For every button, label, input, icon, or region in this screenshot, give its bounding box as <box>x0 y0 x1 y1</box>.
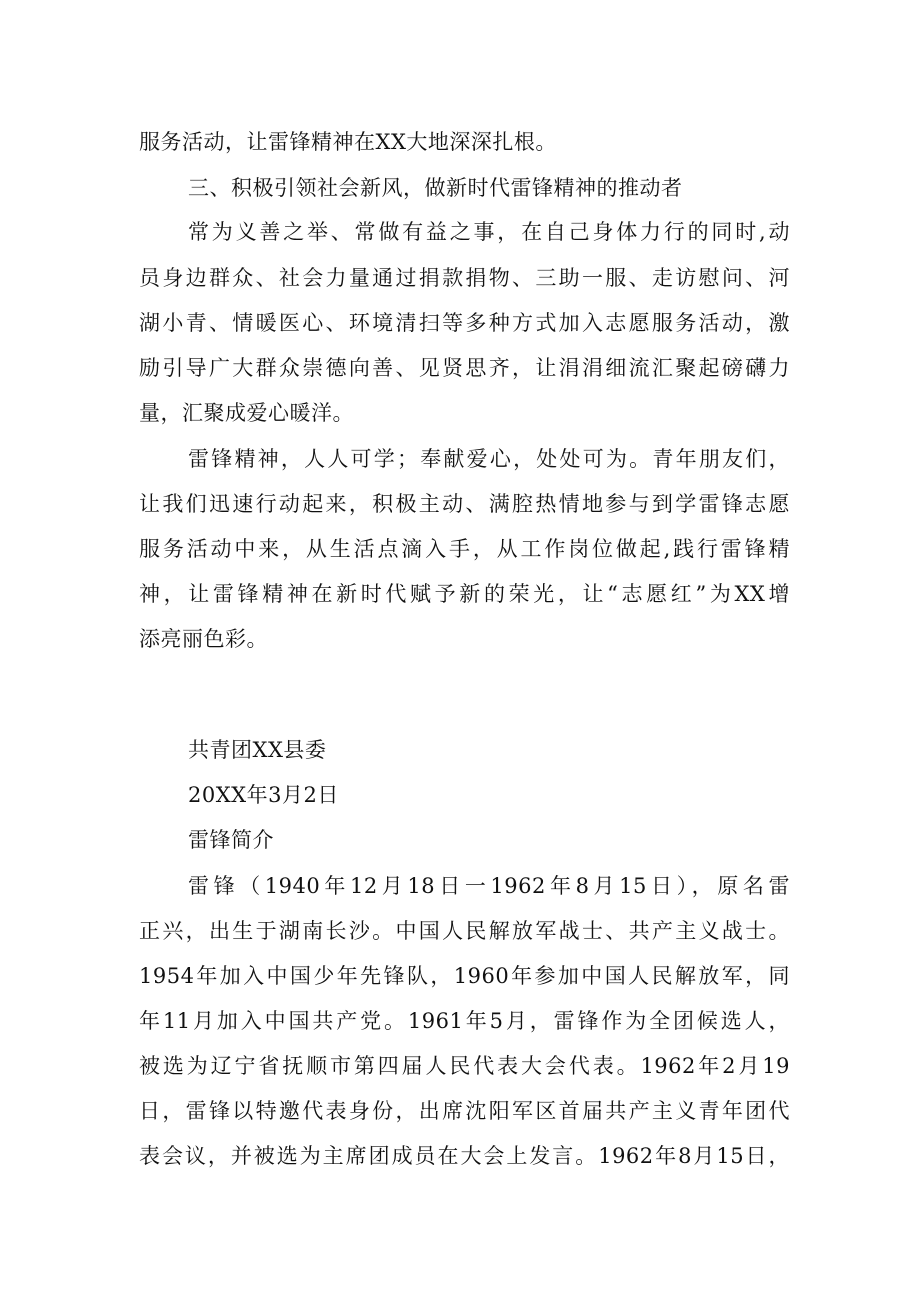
paragraph-line: 让我们迅速行动起来，积极主动、满腔热情地参与到学雷锋志愿 <box>139 492 790 516</box>
signature-org: 共青团XX县委 <box>188 738 327 762</box>
paragraph-line: 雷锋（1940年12月18日一1962年8月15日），原名雷 <box>188 874 790 898</box>
paragraph-line: 常为义善之举、常做有益之事，在自己身体力行的同时,动 <box>188 220 790 244</box>
paragraph-line: 量，汇聚成爱心暖洋。 <box>139 401 354 425</box>
paragraph-line: 正兴，出生于湖南长沙。中国人民解放军战士、共产主义战士。 <box>139 919 790 943</box>
paragraph-line: 被选为辽宁省抚顺市第四届人民代表大会代表。1962年2月19 <box>139 1054 790 1078</box>
paragraph-line: 员身边群众、社会力量通过捐款捐物、三助一服、走访慰问、河 <box>139 266 790 290</box>
section-heading: 三、积极引领社会新风，做新时代雷锋精神的推动者 <box>188 176 683 200</box>
paragraph-line: 表会议，并被选为主席团成员在大会上发言。1962年8月15日， <box>139 1144 790 1168</box>
section-title: 雷锋简介 <box>188 828 274 852</box>
paragraph-line: 1954年加入中国少年先锋队，1960年参加中国人民解放军，同 <box>139 964 790 988</box>
paragraph-line: 服务活动，让雷锋精神在XX大地深深扎根。 <box>139 130 557 154</box>
paragraph-line: 添亮丽色彩。 <box>139 627 268 651</box>
paragraph-line: 神，让雷锋精神在新时代赋予新的荣光，让“志愿红”为XX增 <box>139 582 790 606</box>
signature-date: 20XX年3月2日 <box>188 783 339 807</box>
paragraph-line: 湖小青、情暖医心、环境清扫等多种方式加入志愿服务活动，激 <box>139 311 790 335</box>
paragraph-line: 年11月加入中国共产党。1961年5月，雷锋作为全团候选人， <box>139 1009 790 1033</box>
paragraph-line: 服务活动中来，从生活点滴入手，从工作岗位做起,践行雷锋精 <box>139 537 790 561</box>
paragraph-line: 雷锋精神，人人可学；奉献爱心，处处可为。青年朋友们， <box>188 447 790 471</box>
paragraph-line: 日，雷锋以特邀代表身份，出席沈阳军区首届共产主义青年团代 <box>139 1099 790 1123</box>
paragraph-line: 励引导广大群众崇德向善、见贤思齐，让涓涓细流汇聚起磅礴力 <box>139 356 790 380</box>
